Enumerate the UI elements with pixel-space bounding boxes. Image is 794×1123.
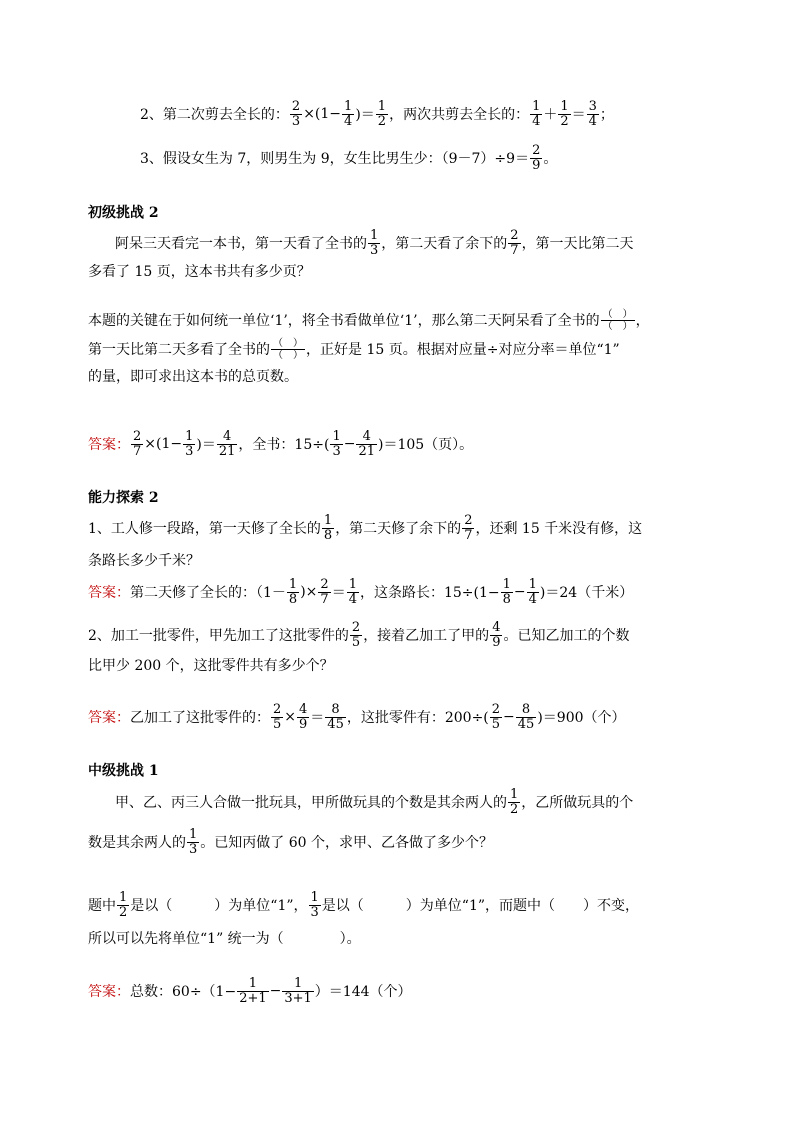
numerator: 1: [370, 227, 379, 243]
fraction: [183, 430, 195, 459]
text: ）＝144（个）: [314, 984, 412, 1000]
fraction: [376, 100, 388, 129]
hint-line-3: 的量，即可求出这本书的总页数。: [88, 369, 298, 385]
numerator: 2: [491, 701, 501, 717]
numerator: 1: [189, 826, 198, 842]
text: ＝: [331, 585, 346, 601]
fraction: [187, 828, 199, 857]
fraction: [508, 229, 520, 258]
numerator: 2: [133, 428, 142, 444]
text: 第一天比第二天多看了全书的: [88, 342, 270, 358]
section-title-ability-2: 能力探索 2: [88, 490, 159, 506]
denominator: 3+1: [284, 990, 312, 1006]
fraction: [462, 514, 474, 543]
prev-line-3: [0, 141, 794, 175]
fraction: [237, 977, 268, 1006]
denominator: 3: [370, 242, 379, 258]
denominator: 2: [510, 801, 519, 817]
fraction: [490, 621, 502, 650]
blank-fraction: [271, 338, 305, 361]
text: 是以（ ）为单位“1”，而题中（ ）不变，: [321, 898, 640, 914]
fraction: [322, 514, 334, 543]
section-title-intermediate-1: 中级挑战 1: [88, 763, 159, 779]
text: ，还剩 15 千米没有修，这: [475, 521, 643, 537]
numerator: 2: [291, 98, 301, 114]
text: ，第二天看了余下的: [381, 236, 508, 252]
s3-problem-line-2: [0, 825, 794, 859]
denominator: 4: [588, 113, 597, 129]
numerator: 1: [119, 889, 128, 905]
text: 1、工人修一段路，第一天修了全长的: [88, 521, 321, 537]
fraction: [356, 430, 377, 459]
numerator: 1: [323, 512, 333, 528]
answer-label: 答案：: [88, 437, 130, 453]
denominator: 7: [510, 242, 519, 258]
denominator: 5: [273, 716, 282, 732]
denominator: 8: [288, 591, 298, 607]
numerator: 1: [502, 576, 511, 592]
text: )×: [300, 584, 318, 600]
text: 。已知乙加工的个数: [503, 628, 630, 644]
numerator: （ ）: [273, 337, 303, 349]
fraction: [330, 430, 342, 459]
s3-answer-line: [0, 974, 794, 1008]
denominator: 5: [491, 716, 501, 732]
s3-problem-line-1: [0, 785, 794, 819]
numerator: 1: [510, 786, 519, 802]
denominator: 45: [327, 716, 344, 732]
denominator: 2: [560, 113, 569, 129]
numerator: 1: [288, 576, 298, 592]
denominator: 21: [358, 443, 375, 459]
denominator: 4: [532, 113, 541, 129]
prev-line-2: [0, 97, 794, 131]
denominator: 4: [528, 591, 537, 607]
fraction: [347, 578, 359, 607]
numerator: 2: [273, 701, 282, 717]
text: 总数：60÷（1−: [130, 984, 237, 1000]
hint-line-2: [0, 332, 794, 366]
fraction: [318, 578, 330, 607]
answer-label: 答案：: [88, 984, 130, 1000]
fraction: [530, 100, 542, 129]
answer-label: 答案：: [88, 710, 130, 726]
denominator: 2+1: [239, 990, 267, 1006]
answer-line: [0, 427, 794, 461]
text: 阿呆三天看完一本书，第一天看了全书的: [115, 236, 367, 252]
text: ，全书：15÷(: [238, 437, 330, 453]
text: 本题的关键在于如何统一单位‘1’，将全书看做单位‘1’，那么第二天阿呆看了全书的: [88, 313, 600, 329]
denominator: 9: [492, 634, 501, 650]
denominator: 3: [332, 443, 341, 459]
denominator: 7: [464, 527, 473, 543]
s3-hint-line-1: [0, 888, 794, 922]
text: )＝: [355, 107, 375, 123]
text: 乙加工了这批零件的：: [130, 710, 270, 726]
fraction: [282, 977, 313, 1006]
fraction: [490, 703, 502, 732]
denominator: （ ）: [273, 349, 303, 361]
fraction: [558, 100, 570, 129]
text: 第二天修了全长的：（1－: [130, 585, 286, 601]
denominator: 5: [351, 634, 361, 650]
text: )＝: [196, 437, 216, 453]
numerator: 1: [348, 576, 357, 592]
problem-line-2: 多看了 15 页，这本书共有多少页？: [88, 264, 311, 280]
text: ×: [284, 709, 297, 725]
text: ，乙所做玩具的个: [521, 795, 634, 811]
text: ＋: [543, 107, 558, 123]
s3-hint-line-2: 所以可以先将单位“1” 统一为（ ）。: [88, 931, 361, 947]
text: ，第一天比第二天: [521, 236, 634, 252]
denominator: 7: [320, 591, 329, 607]
text: −: [513, 584, 526, 600]
text: ＝: [310, 710, 325, 726]
fraction: [290, 100, 302, 129]
q2-line-1: [0, 618, 794, 652]
fraction: [508, 788, 520, 817]
fraction: [131, 430, 143, 459]
text: ，正好是 15 页。根据对应量÷对应分率＝单位“1”: [306, 342, 620, 358]
text: ，第二天修了余下的: [335, 521, 462, 537]
text: 2、第二次剪去全长的：: [140, 107, 289, 123]
section-title-beginner-2: 初级挑战 2: [88, 205, 159, 221]
text: −: [343, 436, 356, 452]
numerator: 2: [464, 512, 473, 528]
answer-label: 答案：: [88, 585, 130, 601]
numerator: 4: [492, 619, 501, 635]
denominator: 9: [299, 716, 308, 732]
numerator: 1: [332, 428, 341, 444]
text: 是以（ ）为单位“1”，: [130, 898, 308, 914]
numerator: 3: [588, 98, 597, 114]
text: )＝105（页）。: [378, 437, 474, 453]
text: 甲、乙、丙三人合做一批玩具，甲所做玩具的个数是其余两人的: [115, 795, 507, 811]
denominator: 21: [218, 443, 236, 459]
text: ；: [599, 107, 614, 123]
denominator: 2: [377, 113, 387, 129]
denominator: 45: [517, 716, 535, 732]
denominator: 8: [502, 591, 511, 607]
text: ，: [635, 313, 650, 329]
numerator: 1: [344, 98, 353, 114]
fraction: [297, 703, 309, 732]
numerator: 1: [310, 889, 319, 905]
fraction: [368, 229, 380, 258]
a2-line: [0, 700, 794, 734]
denominator: 4: [344, 113, 353, 129]
denominator: 3: [291, 113, 301, 129]
fraction: [527, 578, 539, 607]
numerator: 8: [331, 701, 340, 717]
numerator: 2: [351, 619, 361, 635]
text: 2、加工一批零件，甲先加工了这批零件的: [88, 628, 349, 644]
a1-line: [0, 575, 794, 609]
numerator: 8: [521, 701, 531, 717]
denominator: （ ）: [602, 320, 633, 332]
numerator: 2: [510, 227, 519, 243]
text: ，这条路长：15÷(1−: [359, 585, 500, 601]
fraction: [117, 891, 129, 920]
fraction: [350, 621, 362, 650]
numerator: 4: [223, 428, 232, 444]
text: 数是其余两人的: [88, 835, 186, 851]
numerator: 2: [320, 576, 329, 592]
q1-line-1: [0, 511, 794, 545]
fraction: [217, 430, 238, 459]
fraction: [271, 703, 283, 732]
text: 。: [543, 151, 558, 167]
text: ，接着乙加工了甲的: [363, 628, 490, 644]
fraction: [530, 144, 542, 173]
numerator: 1: [560, 98, 569, 114]
numerator: 1: [185, 428, 194, 444]
text: )＝900（个）: [537, 710, 626, 726]
numerator: 1: [248, 975, 258, 991]
denominator: 3: [310, 904, 319, 920]
q1-line-2: 条路长多少千米？: [88, 553, 200, 569]
text: ×(1−: [144, 436, 183, 452]
numerator: 4: [362, 428, 371, 444]
numerator: （ ）: [602, 308, 633, 320]
denominator: 4: [348, 591, 357, 607]
fraction: [287, 578, 299, 607]
denominator: 8: [323, 527, 333, 543]
text: 。已知丙做了 60 个，求甲、乙各做了多少个？: [200, 835, 493, 851]
text: ，这批零件有：200÷(: [346, 710, 489, 726]
denominator: 3: [189, 841, 198, 857]
fraction: [501, 578, 513, 607]
text: ＝: [571, 107, 586, 123]
fraction: [309, 891, 321, 920]
fraction: [516, 703, 537, 732]
text: 题中: [88, 898, 116, 914]
numerator: 2: [532, 142, 541, 158]
blank-fraction: [601, 309, 635, 332]
text: 3、假设女生为 7，则男生为 9，女生比男生少：（9－7）÷9＝: [140, 151, 530, 167]
text: −: [503, 709, 515, 725]
fraction: [587, 100, 599, 129]
numerator: 1: [293, 975, 303, 991]
denominator: 9: [532, 157, 541, 173]
text: −: [269, 983, 282, 999]
problem-line-1: [0, 226, 794, 260]
numerator: 1: [377, 98, 387, 114]
numerator: 1: [528, 576, 537, 592]
text: ，两次共剪去全长的：: [389, 107, 530, 123]
q2-line-2: 比甲少 200 个，这批零件共有多少个？: [88, 658, 334, 674]
text: ×(1−: [303, 106, 342, 122]
numerator: 1: [532, 98, 541, 114]
numerator: 4: [299, 701, 308, 717]
fraction: [325, 703, 346, 732]
denominator: 3: [185, 443, 194, 459]
fraction: [342, 100, 354, 129]
denominator: 7: [133, 443, 142, 459]
denominator: 2: [119, 904, 128, 920]
text: )＝24（千米）: [539, 585, 634, 601]
